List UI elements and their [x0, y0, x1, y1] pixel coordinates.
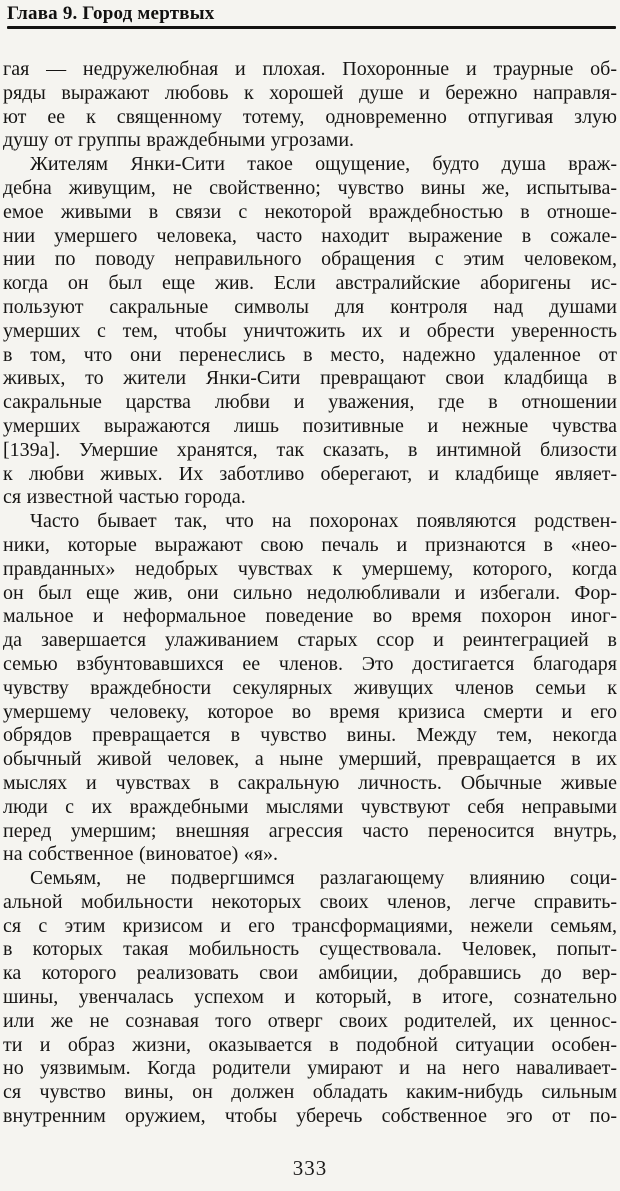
- text-line: на собственное (виноватое) «я».: [3, 843, 278, 866]
- text-line: нии умершего человека, часто находит выражение в сожале-: [3, 224, 617, 247]
- text-line: обрядов превращается в чувство вины. Между тем, некогда: [3, 724, 617, 747]
- text-line: сакральные царства любви и уважения, где в отношении: [3, 391, 617, 414]
- text-line: внутренним оружием, чтобы уберечь собственное эго от по-: [3, 1105, 617, 1128]
- text-line: дебна живущим, не свойственно; чувство вины же, испытыва-: [3, 176, 617, 199]
- text-line: емое живыми в связи с некоторой враждебностью в отноше-: [3, 200, 617, 223]
- text-line: ти и образ жизни, оказывается в подобной ситуации особен-: [3, 1033, 617, 1056]
- text-line: ся чувство вины, он должен обладать каким-нибудь сильным: [3, 1081, 617, 1104]
- text-line: люди с их враждебными мыслями чувствуют себя неправыми: [3, 795, 617, 818]
- page-header: [0, 0, 620, 29]
- text-line: правданных» недобрых чувствах к умершему, которого, когда: [3, 557, 617, 580]
- text-line: умершему человеку, которое во время кризиса смерти и его: [3, 700, 617, 723]
- text-line: ся с этим кризисом и его трансформациями, нежели семьям,: [3, 914, 617, 937]
- text-line: пользуют сакральные символы для контроля над душами: [3, 295, 617, 318]
- text-line: умерших выражаются лишь позитивные и нежные чувства: [3, 414, 617, 437]
- page-number: 333: [292, 1156, 328, 1180]
- text-line: в том, что они перенеслись в место, надежно удаленное от: [3, 343, 617, 366]
- text-line: да завершается улаживанием старых ссор и реинтеграцией в: [3, 629, 617, 652]
- text-line: он был еще жив, они сильно недолюбливали и избегали. Фор-: [3, 581, 617, 604]
- text-line: перед умершим; внешняя агрессия часто переносится внутрь,: [3, 819, 617, 842]
- text-line: нии по поводу неправильного обращения с этим человеком,: [3, 248, 617, 271]
- chapter-header: Глава 9. Город мертвых: [7, 3, 215, 24]
- text-line: душу от группы враждебными угрозами.: [3, 129, 355, 152]
- text-line: но уязвимым. Когда родители умирают и на него наваливает-: [3, 1057, 617, 1080]
- text-line: ка которого реализовать свои амбиции, добравшись до вер-: [3, 962, 617, 985]
- text-line: ряды выражают любовь к хорошей душе и бережно направля-: [3, 81, 617, 104]
- text-line: ся известной частью города.: [3, 486, 246, 509]
- page-footer: [0, 1156, 620, 1181]
- text-line: к любви живых. Их заботливо оберегают, и кладбище являет-: [3, 462, 617, 485]
- page-body: [3, 58, 617, 1129]
- header-rule: [7, 26, 616, 29]
- text-line: когда он был еще жив. Если австралийские аборигены ис-: [3, 272, 617, 295]
- text-line: [139а]. Умершие хранятся, так сказать, в интимной близости: [3, 438, 617, 461]
- text-line: Часто бывает так, что на похоронах появляются родствен-: [30, 510, 617, 533]
- text-line: живых, то жители Янки-Сити превращают свои кладбища в: [3, 367, 617, 390]
- text-line: Жителям Янки-Сити такое ощущение, будто душа враж-: [30, 153, 617, 176]
- text-line: умерших с тем, чтобы уничтожить их и обрести уверенность: [3, 319, 617, 342]
- text-line: или же не сознавая того отверг своих родителей, их ценнос-: [3, 1009, 617, 1032]
- text-line: альной мобильности некоторых своих членов, легче справить-: [3, 890, 617, 913]
- text-line: чувству враждебности секулярных живущих членов семьи к: [3, 676, 617, 699]
- text-line: в которых такая мобильность существовала. Человек, попыт-: [3, 938, 617, 961]
- text-line: ют ее к священному тотему, одновременно отпугивая злую: [3, 105, 617, 128]
- text-line: гая — недружелюбная и плохая. Похоронные и траурные об-: [3, 58, 617, 80]
- text-line: Семьям, не подвергшимся разлагающему влиянию соци-: [30, 867, 617, 890]
- text-line: шины, увенчалась успехом и который, в итоге, сознательно: [3, 986, 617, 1009]
- text-line: мыслях и чувствах в сакральную личность. Обычные живые: [3, 771, 617, 794]
- text-line: обычный живой человек, а ныне умерший, превращается в их: [3, 748, 617, 771]
- text-line: ники, которые выражают свою печаль и признаются в «нео-: [3, 533, 617, 556]
- text-line: семью взбунтовавшихся ее членов. Это достигается благодаря: [3, 652, 617, 675]
- text-line: мальное и неформальное поведение во время похорон иног-: [3, 605, 617, 628]
